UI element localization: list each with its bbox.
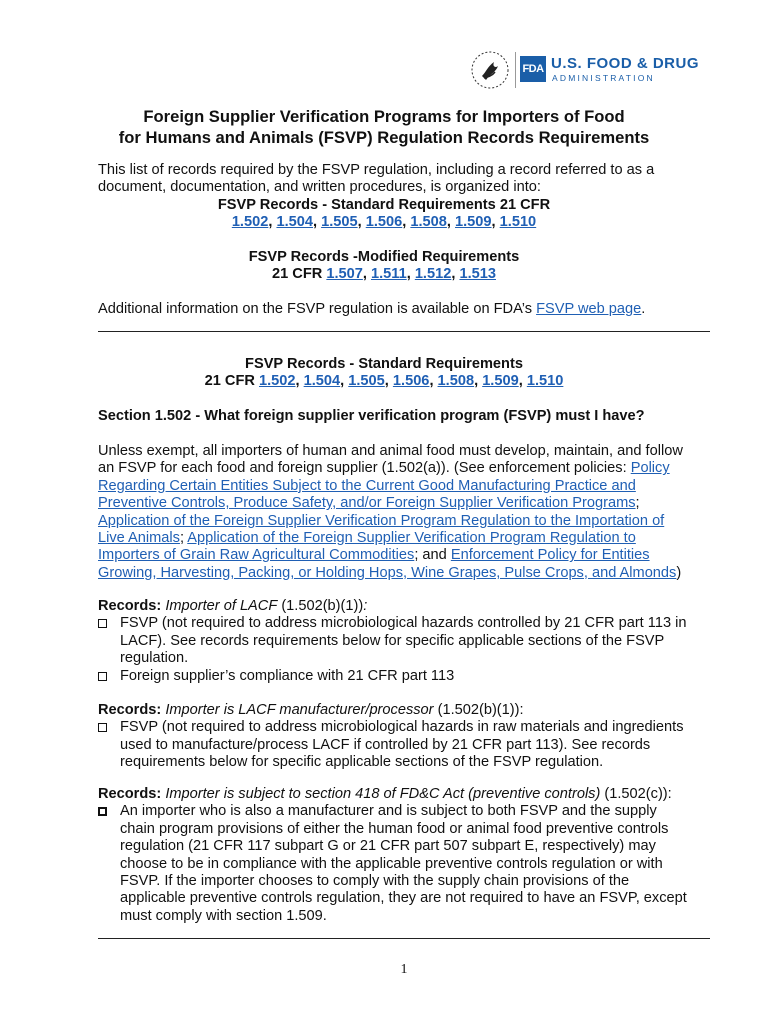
records-418-item-1-line-2: chain program provisions of either the human food or animal food preventive controls (120, 820, 669, 837)
modified-heading-text: FSVP Records -Modified Requirements (248, 249, 520, 265)
modified-prefix: 21 CFR (272, 266, 323, 283)
modified-links-intro: 21 CFR 1.507, 1.511, 1.512, 1.513 (272, 266, 496, 283)
records-manufacturer-item-1-line-2: used to manufacture/process LACF if controlled by 21 CFR part 113). See records (120, 736, 651, 753)
title-line-1: Foreign Supplier Verification Programs for Importers of Food (143, 107, 625, 126)
link-1510[interactable]: 1.510 (499, 214, 537, 231)
records-label: Records: (98, 786, 162, 802)
document-title (60, 106, 708, 148)
link-1511[interactable]: 1.511 (370, 266, 407, 283)
divider-bottom (98, 938, 710, 939)
link-1506[interactable]: 1.506 (365, 214, 403, 231)
records-lacf-ref: (1.502(b)(1)) (281, 598, 364, 614)
standard-heading-intro (60, 197, 708, 232)
checkbox-icon (98, 807, 107, 816)
records-418-heading (98, 786, 718, 803)
para-line-2 (98, 460, 718, 477)
section-1502-paragraph (98, 443, 718, 582)
records-lacf-colon: : (363, 598, 368, 614)
records-manufacturer (98, 702, 718, 772)
section-link-1505[interactable]: 1.505 (348, 373, 385, 390)
link-1504[interactable]: 1.504 (276, 214, 313, 231)
agency-name: U.S. FOOD & DRUG (551, 55, 700, 72)
records-manufacturer-heading (98, 702, 718, 719)
para-line-3 (98, 478, 718, 495)
records-lacf-item-2-text: Foreign supplier’s compliance with 21 CFR part 113 (120, 667, 455, 684)
para-line-2-text: an FSVP for each food and foreign supplier (1.502(a)). (See enforcement policies: (98, 460, 627, 477)
checkbox-icon (98, 672, 107, 681)
section-link-1510[interactable]: 1.510 (526, 373, 564, 390)
policy-link-start[interactable]: Policy (630, 460, 670, 477)
records-lacf-heading (98, 598, 718, 615)
standard-section-heading-text: FSVP Records - Standard Requirements (245, 356, 523, 372)
intro-line-2: document, documentation, and written procedures, is organized into: (98, 179, 541, 196)
records-418-item-1-line-4: choose to be in compliance with the applicable preventive controls regulation or with (120, 855, 663, 872)
link-1508[interactable]: 1.508 (410, 214, 447, 231)
records-418-item-1-line-5: FSVP. If the importer chooses to comply with the supply chain provisions of the (120, 873, 630, 890)
records-label: Records: (98, 702, 162, 718)
section-1502-heading: Section 1.502 - What foreign supplier verification program (FSVP) must I have? (98, 408, 645, 424)
records-418-italic: Importer is subject to section 418 of FD&C Act (preventive controls) (165, 786, 601, 802)
para-line-6-sep: ; (179, 530, 184, 547)
records-label: Records: (98, 598, 162, 614)
para-line-7-mid: ; and (414, 547, 447, 564)
link-1513[interactable]: 1.513 (459, 266, 496, 283)
records-lacf-italic: Importer of LACF (165, 598, 278, 614)
fsvp-web-page-link[interactable]: FSVP web page (536, 301, 642, 317)
records-lacf-item-2 (98, 668, 718, 685)
standard-section-prefix: 21 CFR (204, 373, 255, 390)
records-manufacturer-ref: (1.502(b)(1)): (437, 702, 524, 718)
link-1509[interactable]: 1.509 (455, 214, 492, 231)
records-lacf-item-1-line-3: regulation. (120, 650, 189, 667)
live-animals-link-end[interactable]: Live Animals (98, 530, 180, 547)
divider-top (98, 331, 710, 332)
records-manufacturer-italic: Importer is LACF manufacturer/processor (165, 702, 434, 718)
intro-paragraph (98, 162, 718, 197)
section-link-1504[interactable]: 1.504 (303, 373, 341, 390)
checkbox-icon (98, 619, 107, 628)
intro-line-1: This list of records required by the FSVP regulation, including a record referred to as a (98, 162, 655, 178)
records-lacf-item-1-line-1: FSVP (not required to address microbiological hazards controlled by 21 CFR part 113 in (120, 615, 687, 632)
link-1502[interactable]: 1.502 (231, 214, 269, 231)
live-animals-link-start[interactable]: Application of the Foreign Supplier Verification Program Regulation to the Importation of (98, 512, 665, 529)
standard-section-heading (60, 356, 708, 391)
para-line-5 (98, 513, 718, 530)
section-link-1508[interactable]: 1.508 (437, 373, 475, 390)
para-line-1: Unless exempt, all importers of human and animal food must develop, maintain, and follow (98, 443, 683, 459)
hhs-eagle-logo (468, 50, 512, 90)
link-1507[interactable]: 1.507 (326, 266, 363, 283)
enforcement-link-start[interactable]: Enforcement Policy for Entities (450, 547, 650, 564)
fda-logo-mark: FDA (520, 56, 546, 82)
grain-link-start[interactable]: Application of the Foreign Supplier Verification Program Regulation to (187, 530, 636, 547)
standard-links-intro: 1.502, 1.504, 1.505, 1.506, 1.508, 1.509, 1.510 (231, 214, 537, 231)
para-line-8 (98, 565, 718, 582)
para-line-4-end: ; (635, 495, 640, 512)
page-number: 1 (400, 962, 408, 977)
agency-subtitle: ADMINISTRATION (552, 73, 655, 83)
link-1512[interactable]: 1.512 (414, 266, 452, 283)
records-lacf-item-1 (98, 615, 718, 667)
checkbox-icon (98, 723, 107, 732)
records-lacf (98, 598, 718, 685)
records-418-item-1-line-1: An importer who is also a manufacturer and is subject to both FSVP and the supply (120, 803, 657, 820)
policy-link-cont-1[interactable]: Regarding Certain Entities Subject to the Current Good Manufacturing Practice and (98, 477, 636, 494)
section-link-1506[interactable]: 1.506 (392, 373, 430, 390)
grain-link-end[interactable]: Importers of Grain Raw Agricultural Commodities (98, 547, 415, 564)
records-418 (98, 786, 718, 925)
logo-divider (515, 52, 516, 88)
additional-info (98, 301, 718, 318)
section-link-1502[interactable]: 1.502 (258, 373, 296, 390)
records-418-item-1-line-6: applicable preventive controls regulation, they are not required to have an FSVP, except (120, 890, 687, 907)
title-line-2: for Humans and Animals (FSVP) Regulation Records Requirements (118, 128, 650, 147)
policy-link-cont-2[interactable]: Preventive Controls, Produce Safety, and/or Foreign Supplier Verification Programs (98, 495, 636, 512)
records-lacf-item-1-line-2: LACF). See records requirements below for specific applicable sections of the FSVP (120, 632, 665, 649)
records-418-item-1 (98, 803, 718, 925)
records-418-item-1-line-7: must comply with section 1.509. (120, 907, 327, 924)
records-418-ref: (1.502(c)): (604, 786, 672, 802)
standard-heading-text: FSVP Records - Standard Requirements 21 CFR (217, 197, 551, 213)
link-1505[interactable]: 1.505 (321, 214, 358, 231)
records-manufacturer-item-1-line-1: FSVP (not required to address microbiological hazards in raw materials and ingredients (120, 719, 684, 736)
modified-heading-intro (60, 249, 708, 284)
records-manufacturer-item-1-line-3: requirements below for specific applicable sections of the FSVP regulation. (120, 754, 604, 771)
para-line-4 (98, 495, 718, 512)
standard-section-links: 21 CFR 1.502, 1.504, 1.505, 1.506, 1.508, 1.509, 1.510 (204, 373, 564, 390)
enforcement-link-end[interactable]: Growing, Harvesting, Packing, or Holding Hops, Wine Grapes, Pulse Crops, and Almonds (98, 564, 677, 581)
records-418-item-1-line-3: regulation (21 CFR 117 subpart G or 21 CFR part 507 subpart E, respectively) may (120, 838, 656, 855)
section-link-1509[interactable]: 1.509 (482, 373, 519, 390)
para-line-7 (98, 547, 718, 564)
para-line-6 (98, 530, 718, 547)
additional-info-end: . (641, 301, 646, 317)
additional-info-text: Additional information on the FSVP regulation is available on FDA’s (98, 301, 533, 317)
records-manufacturer-item-1 (98, 719, 718, 771)
para-line-8-end: ) (676, 564, 682, 581)
